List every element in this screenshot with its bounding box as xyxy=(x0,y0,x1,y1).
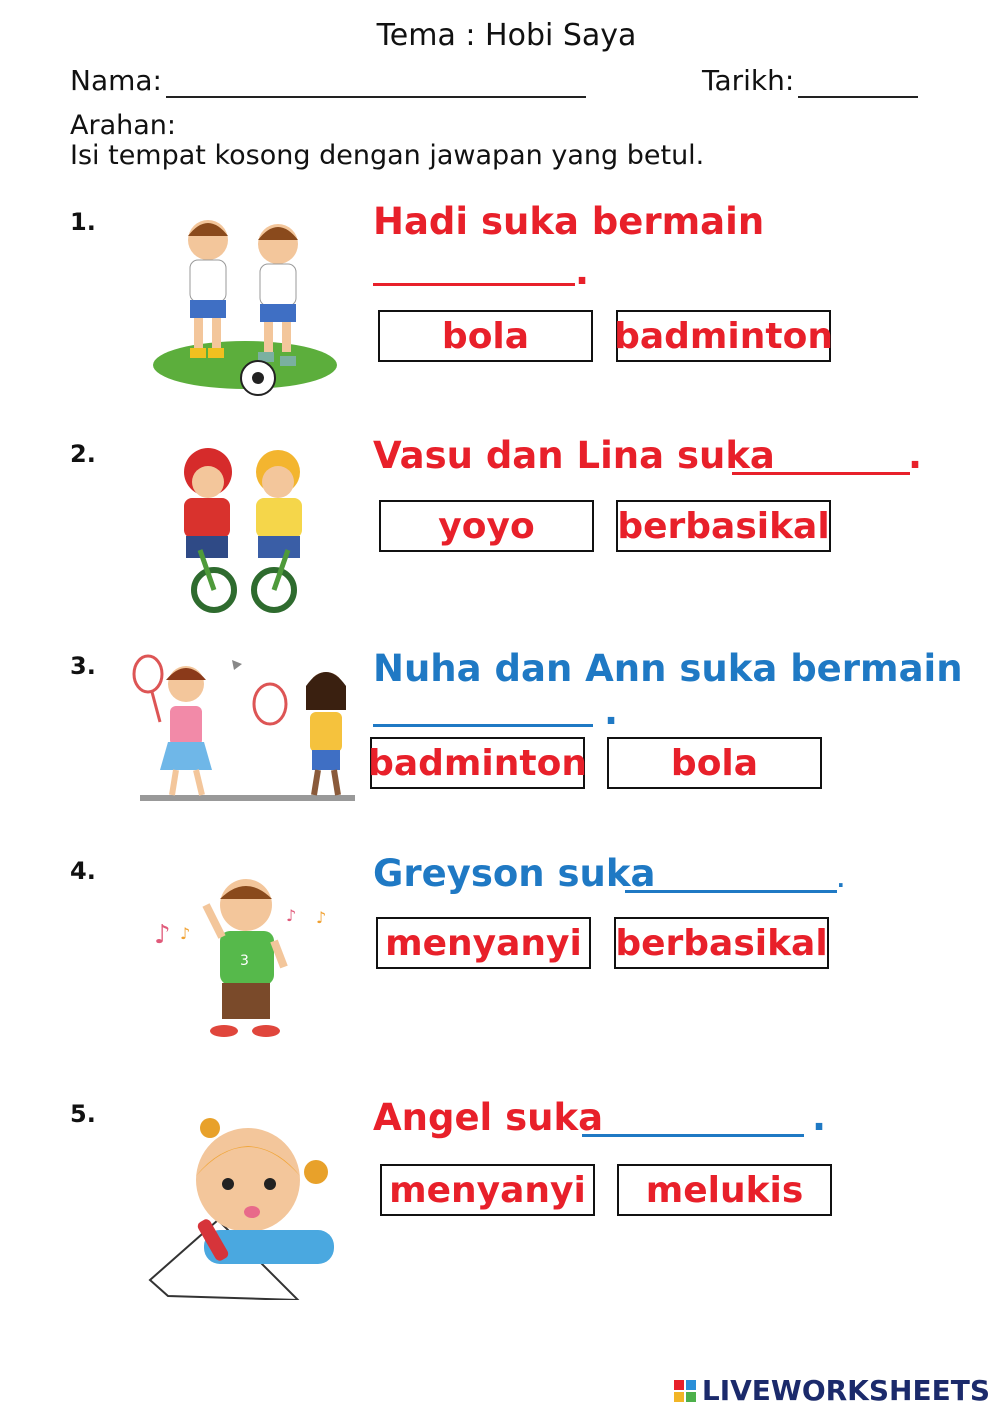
question-sentence xyxy=(373,852,655,895)
kids-cycling-illustration xyxy=(160,440,330,620)
name-label: Nama: xyxy=(70,64,162,97)
sentence-period: . xyxy=(908,434,923,477)
answer-option-berbasikal[interactable]: berbasikal xyxy=(616,500,831,552)
answer-option-melukis[interactable]: melukis xyxy=(617,1164,832,1216)
page-title: Tema : Hobi Saya xyxy=(376,18,637,53)
question-sentence: Vasu dan Lina suka xyxy=(373,434,775,477)
svg-text:3: 3 xyxy=(240,953,249,969)
date-label: Tarikh: xyxy=(702,64,795,97)
answer-option-badminton[interactable]: badminton xyxy=(370,737,585,789)
answer-option-menyanyi[interactable]: menyanyi xyxy=(376,917,591,969)
question-sentence xyxy=(373,200,764,243)
svg-text:♪: ♪ xyxy=(180,924,191,943)
answer-option-menyanyi[interactable]: menyanyi xyxy=(380,1164,595,1216)
logo-icon xyxy=(674,1380,696,1402)
sentence-period: . xyxy=(837,868,845,892)
answer-blank[interactable] xyxy=(582,1134,804,1137)
question-number: 1. xyxy=(70,208,96,236)
answer-option-badminton[interactable]: badminton xyxy=(616,310,831,362)
question-sentence: Nuha dan Ann suka bermain xyxy=(373,647,963,690)
liveworksheets-logo xyxy=(674,1374,990,1407)
answer-blank[interactable] xyxy=(625,890,837,893)
sentence-period: . xyxy=(575,250,590,293)
instruction-text: Isi tempat kosong dengan jawapan yang betul. xyxy=(70,140,705,171)
answer-blank[interactable] xyxy=(373,724,593,727)
answer-option-bola[interactable]: bola xyxy=(378,310,593,362)
date-field[interactable] xyxy=(798,96,918,98)
boy-singing-illustration xyxy=(150,875,340,1045)
question-sentence xyxy=(373,1096,603,1139)
sentence-text: Angel suka xyxy=(373,1096,604,1139)
answer-option-yoyo[interactable]: yoyo xyxy=(379,500,594,552)
instruction-title: Arahan: xyxy=(70,110,176,141)
boys-playing-football-illustration xyxy=(150,210,340,400)
girls-playing-badminton-illustration xyxy=(130,650,360,805)
sentence-period: . xyxy=(604,690,619,733)
girl-drawing-illustration xyxy=(148,1110,343,1300)
question-number: 3. xyxy=(70,652,96,680)
svg-text:♪: ♪ xyxy=(154,920,171,950)
brand-text: LIVEWORKSHEETS xyxy=(701,1374,990,1407)
answer-blank[interactable] xyxy=(373,283,575,286)
sentence-period: . xyxy=(812,1096,827,1139)
question-number: 4. xyxy=(70,857,96,885)
name-field[interactable] xyxy=(166,96,586,98)
answer-option-bola[interactable]: bola xyxy=(607,737,822,789)
svg-text:♪: ♪ xyxy=(316,908,327,927)
question-number: 2. xyxy=(70,440,96,468)
answer-option-berbasikal[interactable]: berbasikal xyxy=(614,917,829,969)
answer-blank[interactable] xyxy=(732,472,910,475)
sentence-text: Hadi suka bermain xyxy=(373,200,765,243)
question-number: 5. xyxy=(70,1100,96,1128)
sentence-text: Greyson suka xyxy=(373,852,656,895)
svg-text:♪: ♪ xyxy=(286,906,297,925)
